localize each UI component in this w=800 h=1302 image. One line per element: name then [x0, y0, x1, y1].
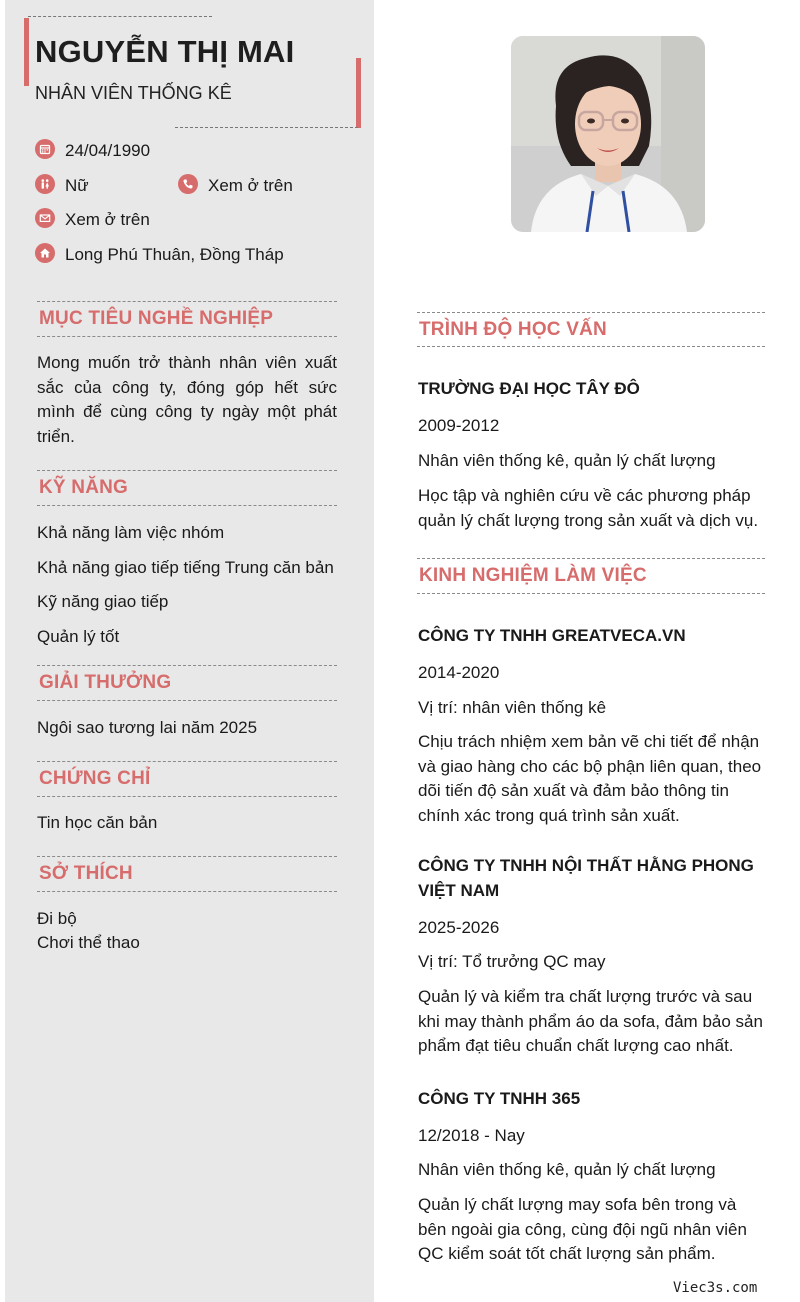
sidebar: [5, 0, 374, 1302]
hobby-item: Chơi thể thao: [37, 933, 140, 952]
phone-text: Xem ở trên: [208, 176, 293, 195]
gender-icon: [35, 174, 55, 194]
phone-icon: [178, 174, 198, 194]
education-description: Học tập và nghiên cứu về các phương pháp quản lý chất lượng trong sản xuất và dịch vụ.: [418, 486, 759, 530]
job-company: CÔNG TY TNHH GREATVECA.VN: [418, 626, 686, 645]
job-description: Quản lý chất lượng may sofa bên trong và bên ngoài gia công, cùng đội ngũ nhân viên QC kiểm soát tốt chất lượng sản phẩm.: [418, 1195, 747, 1264]
objective-heading: [37, 301, 337, 337]
skill-item: Quản lý tốt: [37, 627, 120, 646]
objective-text: Mong muốn trở thành nhân viên xuất sắc của công ty, đóng góp hết sức mình để cùng công ty ngày một phát triển.: [37, 353, 337, 446]
experience-heading: [417, 558, 765, 594]
awards-heading-label: GIẢI THƯỞNG: [39, 672, 172, 693]
skill-item: Khả năng làm việc nhóm: [37, 523, 225, 542]
email-text: Xem ở trên: [65, 210, 150, 229]
experience-heading-label: KINH NGHIỆM LÀM VIỆC: [419, 565, 647, 586]
job-position: Nhân viên thống kê, quản lý chất lượng: [418, 1160, 716, 1179]
education-heading: [417, 312, 765, 347]
header-bottom-divider: [175, 127, 358, 128]
skill-item: Khả năng giao tiếp tiếng Trung căn bản: [37, 558, 334, 577]
candidate-name: NGUYỄN THỊ MAI: [35, 34, 295, 69]
job-description: Chịu trách nhiệm xem bản vẽ chi tiết để nhận và giao hàng cho các bộ phận liên quan, theo dõi tiến độ sản xuất và đảm bảo thông tin chính xác trong quá trình sản xuất.: [418, 732, 762, 825]
job-period: 12/2018 - Nay: [418, 1126, 525, 1145]
hobby-item: Đi bộ: [37, 909, 77, 928]
education-major: Nhân viên thống kê, quản lý chất lượng: [418, 451, 716, 470]
job-position: Vị trí: Tổ trưởng QC may: [418, 952, 606, 971]
hobbies-heading: [37, 856, 337, 892]
header-accent-bar-left: [24, 18, 29, 86]
education-period: 2009-2012: [418, 416, 500, 435]
awards-heading: [37, 665, 337, 701]
skills-heading-label: KỸ NĂNG: [39, 477, 129, 498]
home-icon: [35, 243, 55, 263]
address-text: Long Phú Thuân, Đồng Tháp: [65, 245, 284, 264]
job-period: 2014-2020: [418, 663, 500, 682]
job-description: Quản lý và kiểm tra chất lượng trước và sau khi may thành phẩm áo da sofa, đảm bảo sản phẩm đạt tiêu chuẩn chất lượng cao nhất.: [418, 987, 763, 1056]
gender-text: Nữ: [65, 176, 89, 195]
email-icon: [35, 208, 55, 228]
education-school: TRƯỜNG ĐẠI HỌC TÂY ĐÔ: [418, 379, 640, 398]
job-position: Vị trí: nhân viên thống kê: [418, 698, 607, 717]
profile-photo: [511, 36, 705, 232]
skill-item: Kỹ năng giao tiếp: [37, 592, 169, 611]
award-item: Ngôi sao tương lai năm 2025: [37, 718, 258, 737]
job-company: CÔNG TY TNHH NỘI THẤT HẰNG PHONG VIỆT NAM: [418, 856, 754, 900]
skills-heading: [37, 470, 337, 506]
calendar-icon: [35, 139, 55, 159]
certificate-item: Tin học căn bản: [37, 813, 158, 832]
certificates-heading: [37, 761, 337, 797]
candidate-job-title: NHÂN VIÊN THỐNG KÊ: [35, 83, 232, 103]
hobbies-heading-label: SỞ THÍCH: [39, 863, 133, 884]
birthday-text: 24/04/1990: [65, 141, 151, 160]
site-watermark: Viec3s.com: [673, 1280, 758, 1296]
certificates-heading-label: CHỨNG CHỈ: [39, 768, 151, 789]
job-period: 2025-2026: [418, 918, 500, 937]
objective-heading-label: MỤC TIÊU NGHỀ NGHIỆP: [39, 308, 274, 329]
header-accent-bar-right: [356, 58, 361, 128]
header-top-divider: [28, 16, 212, 17]
education-heading-label: TRÌNH ĐỘ HỌC VẤN: [419, 319, 607, 340]
job-company: CÔNG TY TNHH 365: [418, 1089, 581, 1108]
